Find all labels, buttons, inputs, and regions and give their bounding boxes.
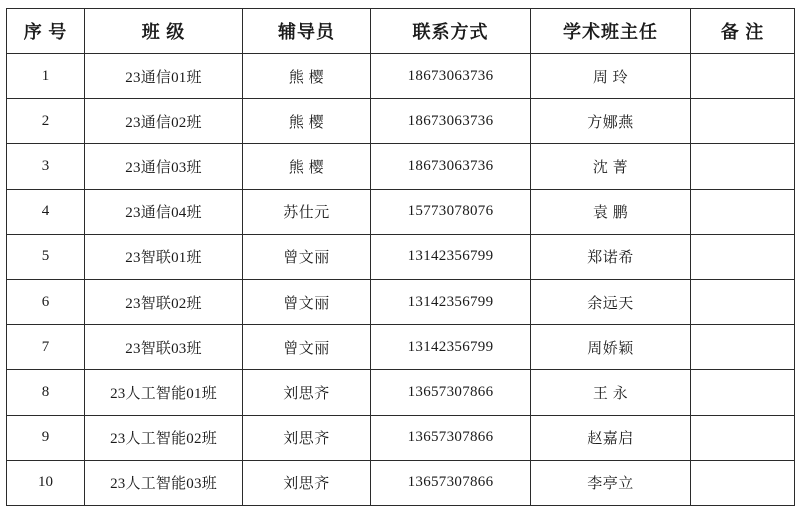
cell-index: 8 — [7, 370, 85, 415]
cell-counselor: 熊 樱 — [243, 144, 371, 189]
cell-remark — [691, 54, 795, 99]
cell-index: 3 — [7, 144, 85, 189]
table-row — [7, 144, 795, 189]
class-roster-table — [6, 8, 795, 506]
cell-class: 23通信02班 — [85, 99, 243, 144]
cell-counselor: 刘思齐 — [243, 460, 371, 505]
cell-index: 9 — [7, 415, 85, 460]
table-row — [7, 189, 795, 234]
cell-director: 余远天 — [531, 279, 691, 324]
cell-counselor: 苏仕元 — [243, 189, 371, 234]
cell-index: 4 — [7, 189, 85, 234]
cell-remark — [691, 279, 795, 324]
cell-remark — [691, 460, 795, 505]
table-row — [7, 234, 795, 279]
cell-remark — [691, 189, 795, 234]
table-header-row — [7, 9, 795, 54]
cell-index: 2 — [7, 99, 85, 144]
cell-class: 23通信04班 — [85, 189, 243, 234]
cell-counselor: 曾文丽 — [243, 279, 371, 324]
cell-index: 10 — [7, 460, 85, 505]
cell-class: 23人工智能02班 — [85, 415, 243, 460]
table-header — [7, 9, 795, 54]
column-header-remark: 备 注 — [691, 9, 795, 54]
column-header-contact: 联系方式 — [371, 9, 531, 54]
cell-remark — [691, 370, 795, 415]
cell-counselor: 刘思齐 — [243, 370, 371, 415]
cell-contact: 13142356799 — [371, 234, 531, 279]
table-row — [7, 460, 795, 505]
cell-class: 23智联03班 — [85, 325, 243, 370]
cell-remark — [691, 234, 795, 279]
cell-index: 6 — [7, 279, 85, 324]
table-row — [7, 370, 795, 415]
cell-director: 周 玲 — [531, 54, 691, 99]
cell-director: 袁 鹏 — [531, 189, 691, 234]
cell-class: 23通信01班 — [85, 54, 243, 99]
column-header-index: 序 号 — [7, 9, 85, 54]
cell-contact: 13142356799 — [371, 279, 531, 324]
cell-class: 23智联02班 — [85, 279, 243, 324]
column-header-class: 班 级 — [85, 9, 243, 54]
table-row — [7, 415, 795, 460]
cell-counselor: 熊 樱 — [243, 54, 371, 99]
cell-director: 方娜燕 — [531, 99, 691, 144]
cell-director: 王 永 — [531, 370, 691, 415]
cell-contact: 18673063736 — [371, 54, 531, 99]
table-row — [7, 279, 795, 324]
cell-director: 沈 菁 — [531, 144, 691, 189]
cell-class: 23智联01班 — [85, 234, 243, 279]
table-row — [7, 54, 795, 99]
cell-remark — [691, 325, 795, 370]
cell-director: 郑诺希 — [531, 234, 691, 279]
cell-remark — [691, 144, 795, 189]
cell-director: 李亭立 — [531, 460, 691, 505]
cell-index: 5 — [7, 234, 85, 279]
column-header-director: 学术班主任 — [531, 9, 691, 54]
cell-director: 周娇颖 — [531, 325, 691, 370]
cell-index: 1 — [7, 54, 85, 99]
cell-director: 赵嘉启 — [531, 415, 691, 460]
table-row — [7, 99, 795, 144]
cell-contact: 13657307866 — [371, 460, 531, 505]
cell-contact: 15773078076 — [371, 189, 531, 234]
cell-class: 23人工智能03班 — [85, 460, 243, 505]
cell-counselor: 刘思齐 — [243, 415, 371, 460]
cell-contact: 13657307866 — [371, 415, 531, 460]
table-row — [7, 325, 795, 370]
cell-class: 23人工智能01班 — [85, 370, 243, 415]
cell-remark — [691, 415, 795, 460]
cell-class: 23通信03班 — [85, 144, 243, 189]
cell-index: 7 — [7, 325, 85, 370]
cell-contact: 18673063736 — [371, 99, 531, 144]
cell-contact: 13657307866 — [371, 370, 531, 415]
table-body — [7, 54, 795, 506]
cell-contact: 18673063736 — [371, 144, 531, 189]
column-header-counselor: 辅导员 — [243, 9, 371, 54]
cell-counselor: 熊 樱 — [243, 99, 371, 144]
cell-contact: 13142356799 — [371, 325, 531, 370]
cell-counselor: 曾文丽 — [243, 234, 371, 279]
cell-remark — [691, 99, 795, 144]
cell-counselor: 曾文丽 — [243, 325, 371, 370]
